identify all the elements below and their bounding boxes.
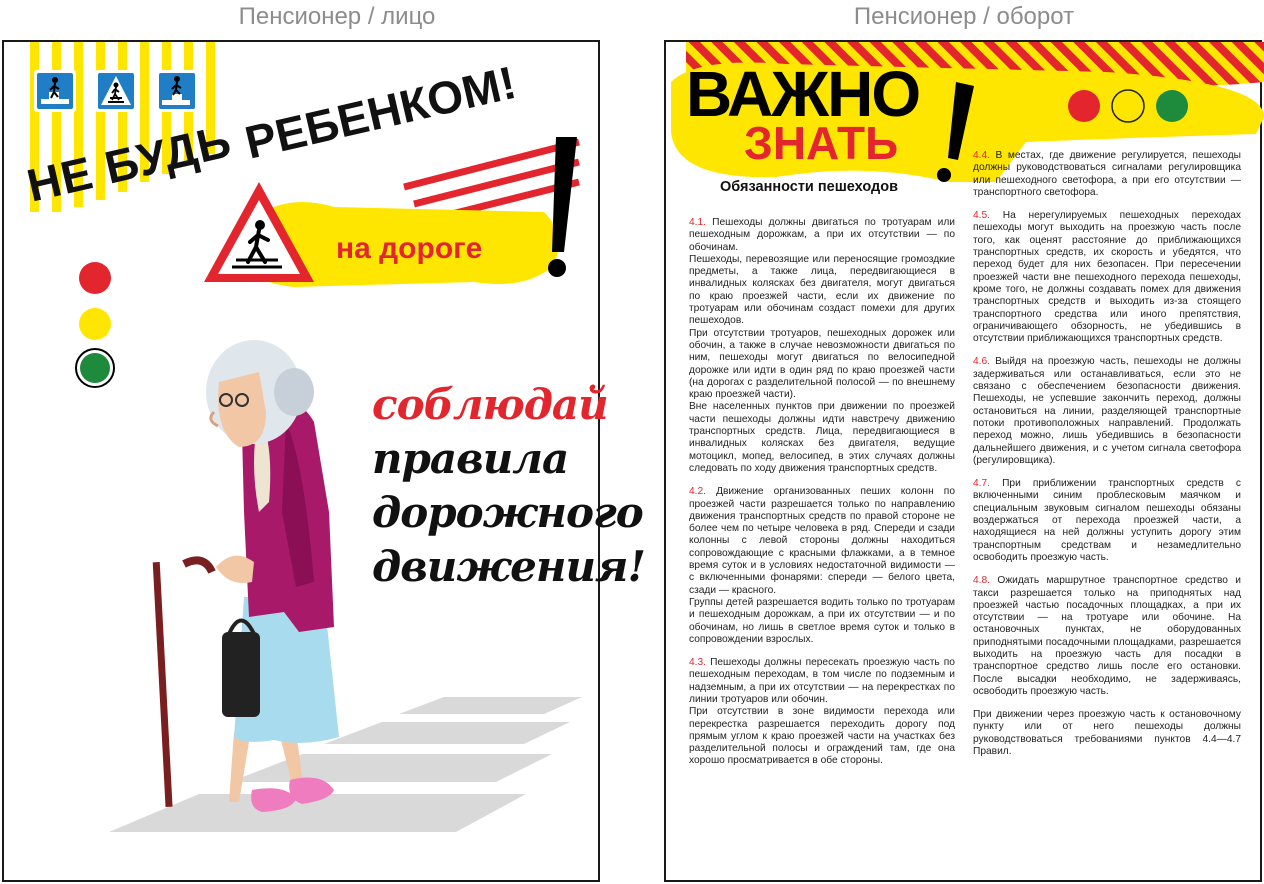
section-4-6: 4.6. Выйдя на проезжую часть, пешеходы не должны задерживаться или останавливаться, если это не связано с обеспечением безопасности движения. Пешеходы, не успевшие закончить переход, должны остановиться на линии, разделяющей транспортные потоки противоположных направлений. Продолжать переход можно, лишь убедившись в безопасности дальнейшего движения, и с учетом сигнала светофора (регулировщика). xyxy=(973,356,1241,466)
final-paragraph: При движении через проезжую часть к остановочному пункту или от него пешеходы должны руководствоваться требованиями пунктов 4.4—4.7 Правил. xyxy=(973,709,1241,758)
section-4-4: 4.4. В местах, где движение регулируется, пешеходы должны руководствоваться сигналами регулировщика или пешеходного светофора, а при его отсутствии — транспортного светофора. xyxy=(973,150,1241,198)
paragraph: Пешеходы, перевозящие или переносящие громоздкие предметы, а также лица, передвигающиеся в инвалидных колясках без двигателя, могут двигаться по краю проезжей части, если их движение по тротуарам или обочинам создаст помехи для других пешеходов. xyxy=(689,253,955,327)
section-4-5: 4.5. На нерегулируемых пешеходных переходах пешеходы могут выходить на проезжую часть после того, как оценят расстояние до приближающихся транспортных средств, их скорость и убедятся, что переход будет для них безопасен. При пересечении проезжей части вне пешеходного перехода пешеходы, кроме того, не должны создавать помех для движения транспортных средств и выходить из-за стоящего транспортного средства или иного препятствия, ограничивающего обзорность, не убедившись в отсутствии приближающихся транспортных средств. xyxy=(973,210,1241,345)
poster-back xyxy=(664,40,1262,882)
back-title-line1: ВАЖНО xyxy=(686,58,920,130)
poster-front xyxy=(2,40,645,882)
overpass-sign-icon xyxy=(156,70,198,112)
right-column xyxy=(973,150,1241,758)
traffic-light-icon xyxy=(76,262,114,387)
back-title-line2: ЗНАТЬ xyxy=(744,117,899,169)
underpass-sign-icon xyxy=(34,70,76,112)
paragraph: Вне населенных пунктов при движении по проезжей части пешеходы должны идти навстречу движению транспортных средств. Лица, передвигающиеся в инвалидных колясках без двигателя, ведущие мотоцикл, мопед, велосипед, в этих случаях должны следовать по ходу движения транспортных средств. xyxy=(689,401,955,474)
paragraph: При отсутствии тротуаров, пешеходных дорожек или обочин, а также в случае невозможности двигаться по ним, пешеходы могут двигаться по велосипедной дорожке или идти в один ряд по краю проезжей части (на дорогах с разделительной полосой — по внешнему краю проезжей части). xyxy=(689,327,955,401)
red-stripes xyxy=(404,142,579,221)
section-4-2: 4.2. Движение организованных пеших колонн по проезжей части разрешается только по направлению движения транспортных средств по правой стороне не более чем по четыре человека в ряд. Спереди и сзади колонны с левой стороны должны находиться сопровождающие с красными флажками, а в темное время суток и в условиях недостаточной видимости — с включенными фонарями: спереди — белого цвета, сзади — красного. xyxy=(689,486,955,596)
section-4-7: 4.7. При приближении транспортных средств с включенными синим проблесковым маячком и специальным звуковым сигналом пешеходы обязаны воздержаться от перехода проезжей части, а находящиеся на ней должны уступить дорогу этим транспортным средствам и незамедлительно освободить проезжую часть. xyxy=(973,478,1241,563)
zebra-crossing xyxy=(109,697,582,832)
back-subtitle: Обязанности пешеходов xyxy=(720,179,899,195)
paragraph: При отсутствии в зоне видимости перехода или перекрестка разрешается переходить дорогу под прямым углом к краю проезжей части на участках без разделительной полосы и ограждений там, где она хорошо просматривается в обе стороны. xyxy=(689,706,955,767)
caption-front: Пенсионер / лицо xyxy=(238,3,436,30)
section-4-1: 4.1. Пешеходы должны двигаться по тротуарам или пешеходным дорожкам, а при их отсутствии — по обочинам. xyxy=(689,217,955,253)
left-column xyxy=(689,217,955,768)
slogan-line-4: движения! xyxy=(372,542,645,591)
exclamation-icon xyxy=(552,137,577,252)
grandma-illustration xyxy=(153,340,339,812)
section-4-8: 4.8. Ожидать маршрутное транспортное средство и такси разрешается только на приподнятых над проезжей частью посадочных площадках, а при их отсутствии — на тротуаре или обочине. На остановочных пунктах, не оборудованных приподнятыми посадочными площадками, разрешается выходить на проезжую часть для посадки в транспортное средство лишь после его остановки. После высадки необходимо, не задерживаясь, освободить проезжую часть. xyxy=(973,575,1241,697)
back-traffic-lights-icon xyxy=(1068,90,1188,122)
headline-part1: НЕ БУДЬ xyxy=(22,114,237,212)
slogan-line-2: правила xyxy=(372,434,569,483)
road-text: на дороге xyxy=(336,232,483,265)
slogan-line-1: соблюдай xyxy=(372,380,608,429)
headline-part2: РЕБЕНКОМ! xyxy=(240,55,521,169)
slogan-line-3: дорожного xyxy=(372,488,643,537)
paragraph: Группы детей разрешается водить только по тротуарам и пешеходным дорожкам, а при их отсутствии — и по обочинам, но лишь в светлое время суток и только в сопровождении взрослых. xyxy=(689,596,955,645)
section-4-3: 4.3. Пешеходы должны пересекать проезжую часть по пешеходным переходам, в том числе по подземным и надземным, а при их отсутствии — на перекрестках по линии тротуаров или обочин. xyxy=(689,657,955,705)
crosswalk-sign-icon xyxy=(95,70,137,112)
caption-back: Пенсионер / оборот xyxy=(853,3,1075,30)
